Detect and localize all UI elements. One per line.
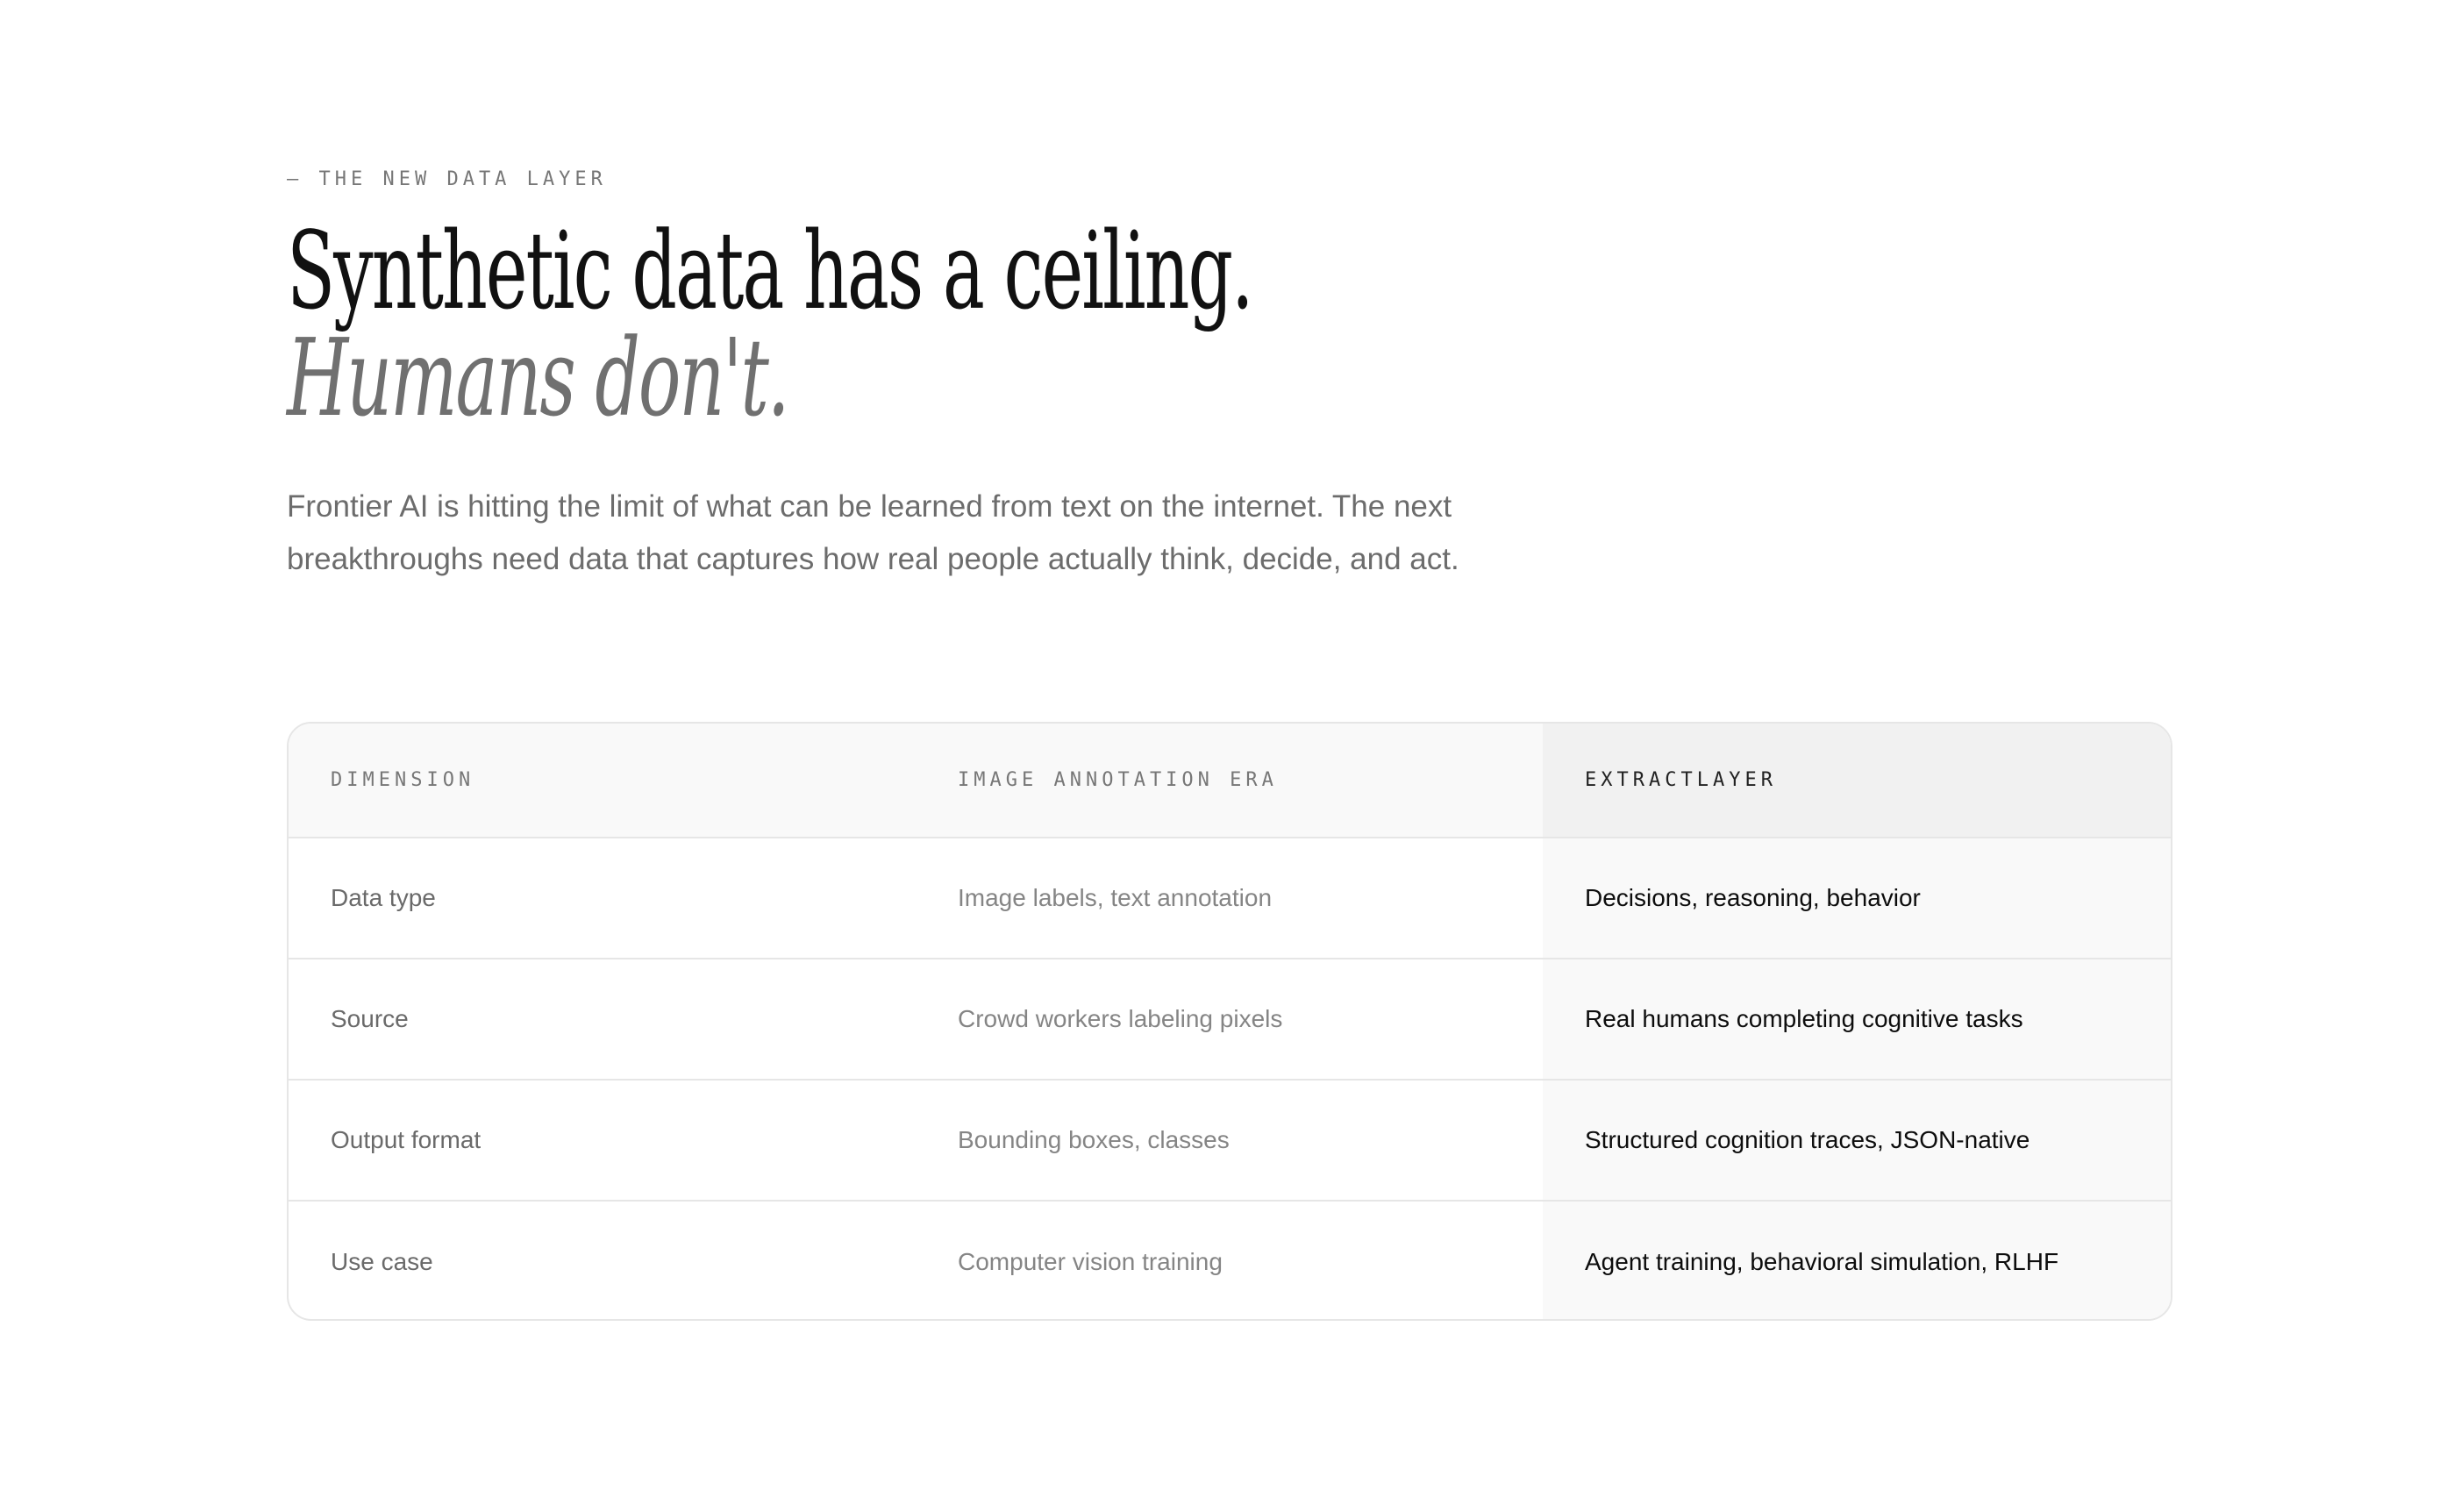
cell-new: Structured cognition traces, JSON-native: [1543, 1081, 2172, 1200]
table-row: [289, 1202, 2171, 1321]
section-lede: Frontier AI is hitting the limit of what can be learned from text on the internet. The next breakthroughs need data that captures how real people actually think, decide, and act.: [287, 489, 1459, 576]
section-headline: [287, 209, 1252, 440]
cell-dimension: Use case: [331, 1248, 433, 1275]
cell-old: Image labels, text annotation: [958, 884, 1273, 911]
comparison-table: [287, 722, 2172, 1321]
header-dimension: DIMENSION: [331, 769, 475, 791]
table-row: [289, 838, 2171, 959]
cell-new: Real humans completing cognitive tasks: [1543, 959, 2172, 1079]
cell-old: Bounding boxes, classes: [958, 1126, 1230, 1153]
headline-line-1: Synthetic data has a ceiling.: [287, 209, 1252, 333]
cell-dimension: Output format: [331, 1126, 482, 1153]
cell-dimension: Source: [331, 1005, 409, 1032]
table-row: [289, 1081, 2171, 1202]
cell-old: Computer vision training: [958, 1248, 1223, 1275]
table-header-row: [289, 724, 2171, 838]
cell-old: Crowd workers labeling pixels: [958, 1005, 1283, 1032]
cell-new: Decisions, reasoning, behavior: [1543, 838, 2172, 958]
cell-new: Agent training, behavioral simulation, RLHF: [1543, 1202, 2172, 1321]
header-image-annotation-era: IMAGE ANNOTATION ERA: [958, 769, 1278, 791]
table-row: [289, 959, 2171, 1081]
cell-dimension: Data type: [331, 884, 436, 911]
headline-line-2: Humans don't.: [287, 316, 788, 440]
section-eyebrow: — THE NEW DATA LAYER: [287, 168, 607, 190]
header-extractlayer: EXTRACTLAYER: [1543, 724, 2172, 837]
